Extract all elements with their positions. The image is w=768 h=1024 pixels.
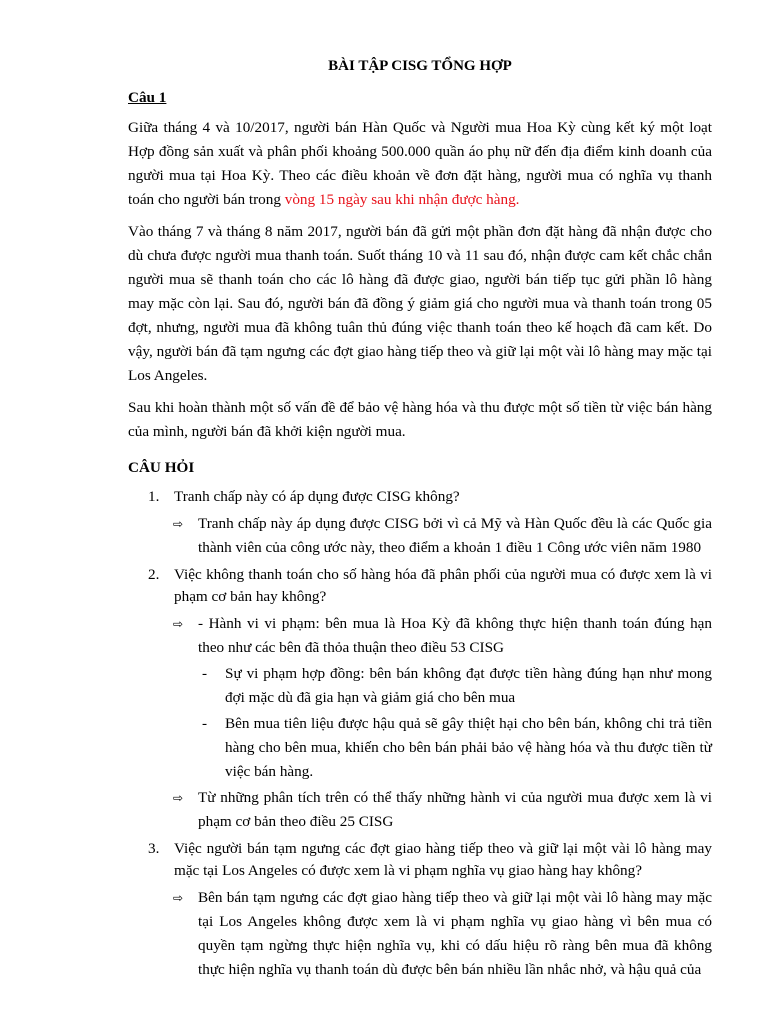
subpoint-text: Sự vi phạm hợp đồng: bên bán không đạt được tiền hàng đúng hạn như mong đợi mặc dù đã gia hạn và giảm giá cho bên mua (225, 665, 712, 706)
questions-heading: CÂU HỎI (128, 459, 195, 476)
question-text: Tranh chấp này có áp dụng được CISG không? (174, 488, 460, 505)
payment-deadline-highlight: vòng 15 ngày sau khi nhận được hàng. (284, 191, 520, 208)
answer-3 (128, 886, 712, 982)
answer-text: - Hành vi vi phạm: bên mua là Hoa Kỳ đã không thực hiện thanh toán đúng hạn theo như các bên đã thỏa thuận theo điều 53 CISG (198, 615, 712, 656)
answer-2-point-2 (128, 786, 712, 834)
answer-2-subpoint-2 (128, 712, 712, 784)
question-3 (128, 838, 712, 882)
paragraph-1-text: Giữa tháng 4 và 10/2017, người bán Hàn Quốc và Người mua Hoa Kỳ cùng kết ký một loạt Hợp đồng sản xuất và phân phối khoảng 500.000 quần áo phụ nữ đến địa điểm kinh doanh của người mua tại Hoa Kỳ. Theo các điều khoản về đơn đặt hàng, người mua có nghĩa vụ thanh toán cho người bán trong (128, 119, 712, 208)
answer-text: Tranh chấp này áp dụng được CISG bởi vì cả Mỹ và Hàn Quốc đều là các Quốc gia thành viên của công ước này, theo điểm a khoản 1 điều 1 Công ước viên năm 1980 (198, 515, 712, 556)
dash-bullet: - (202, 715, 208, 732)
question-number: 2. (148, 566, 160, 583)
paragraph-3: Sau khi hoàn thành một số vấn đề để bảo vệ hàng hóa và thu được một số tiền từ việc bán hàng của mình, người bán đã khởi kiện người mua. (128, 399, 712, 440)
answer-2-point-1 (128, 612, 712, 660)
paragraph-2: Vào tháng 7 và tháng 8 năm 2017, người bán đã gửi một phần đơn đặt hàng đã nhận được cho dù chưa được người mua thanh toán. Suốt tháng 10 và 11 sau đó, nhận được cam kết chắc chắn người mua sẽ thanh toán cho các lô hàng đã được giao, người bán tiếp tục gửi phần lô hàng may mặc còn lại. Sau đó, người bán đã đồng ý giảm giá cho người mua và thanh toán trong 05 đợt, nhưng, người mua đã không tuân thủ đúng việc thanh toán theo kế hoạch đã cam kết. Do vậy, người bán đã tạm ngưng các đợt giao hàng tiếp theo và giữ lại một vài lô hàng may mặc tại Los Angeles. (128, 223, 712, 384)
document-title: BÀI TẬP CISG TỔNG HỢP (328, 58, 512, 74)
answer-text: Bên bán tạm ngưng các đợt giao hàng tiếp theo và giữ lại một vài lô hàng may mặc tại Los Angeles không được xem là vi phạm nghĩa vụ giao hàng vì bên mua có quyền tạm ngừng thực hiện nghĩa vụ, khi có dấu hiệu rõ ràng bên mua đã không thực hiện nghĩa vụ thanh toán dù được bên bán nhiều lần nhắc nhở, và hậu quả của (198, 889, 712, 978)
answer-1 (128, 512, 712, 560)
arrow-bullet-icon: ⇨ (173, 891, 184, 905)
question-2 (128, 564, 712, 608)
arrow-bullet-icon: ⇨ (173, 517, 184, 531)
question-1 (128, 486, 712, 508)
question-text: Việc không thanh toán cho số hàng hóa đã phân phối của người mua có được xem là vi phạm cơ bản hay không? (174, 566, 712, 605)
question-number: 3. (148, 840, 160, 857)
question-text: Việc người bán tạm ngưng các đợt giao hàng tiếp theo và giữ lại một vài lô hàng may mặc tại Los Angeles có được xem là vi phạm nghĩa vụ giao hàng hay không? (174, 840, 712, 879)
subpoint-text: Bên mua tiên liệu được hậu quả sẽ gây thiệt hại cho bên bán, không chi trả tiền hàng cho bên mua, khiến cho bên bán phải bảo vệ hàng hóa và thu được tiền từ việc bán hàng. (225, 715, 712, 780)
answer-text: Từ những phân tích trên có thể thấy những hành vi của người mua được xem là vi phạm cơ bản theo điều 25 CISG (198, 789, 712, 830)
section-heading: Câu 1 (128, 89, 167, 106)
paragraph-1 (128, 116, 712, 212)
question-number: 1. (148, 488, 160, 505)
answer-2-subpoint-1 (128, 662, 712, 710)
arrow-bullet-icon: ⇨ (173, 617, 184, 631)
arrow-bullet-icon: ⇨ (173, 791, 184, 805)
dash-bullet: - (202, 665, 208, 682)
